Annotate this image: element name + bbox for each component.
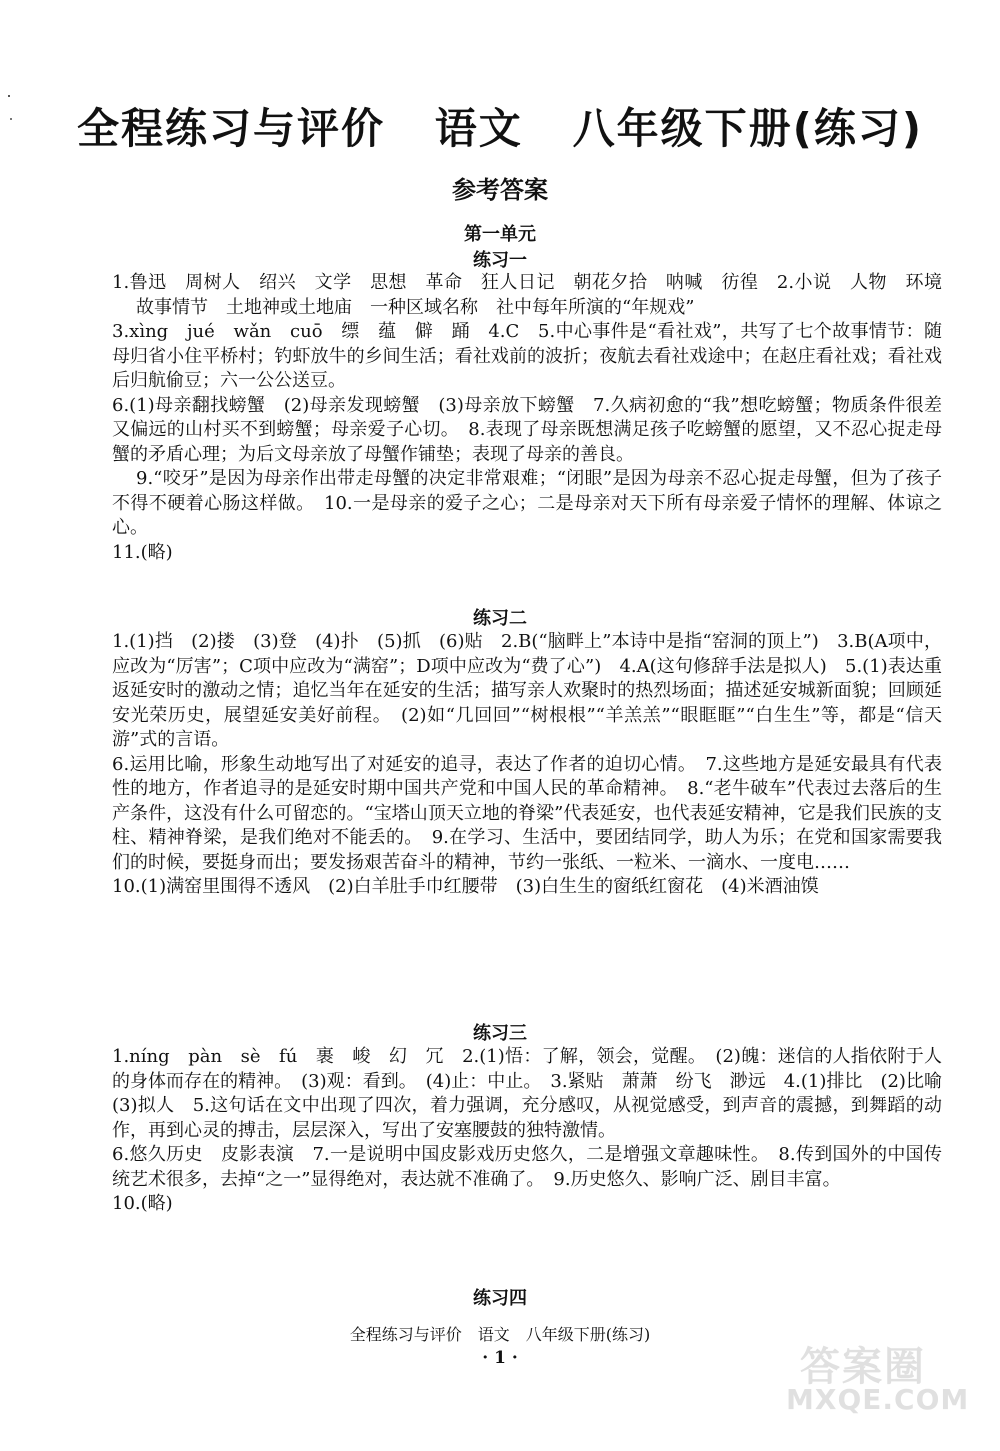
section-title: 练习一 [473, 250, 527, 271]
section-body [112, 630, 942, 900]
answer-paragraph: 9.“咬牙”是因为母亲作出带走母蟹的决定非常艰难；“闭眼”是因为母亲不忍心捉走母蟹，但为了孩子不得不硬着心肠这样做。 10.一是母亲的爱子之心；二是母亲对天下所有母亲爱子情怀的理解、体谅之心。 [112, 468, 942, 538]
answer-paragraph: 1.níng pàn sè fú 裹 峻 幻 冗 2.(1)悟：了解，领会，觉醒。 (2)魄：迷信的人指依附于人的身体而存在的精神。 (3)观：看到。 (4)止：中止。 3.紧贴 萧萧 纷飞 渺远 4.(1)排比 (2)比喻 (3)拟人 5.这句话在文中出现了四次，着力强调，充分感叹，从视觉感受，到声音的震撼，到舞蹈的动作，再到心灵的搏击，层层深入，写出了安塞腰鼓的独特激情。 [112, 1046, 960, 1141]
answer-paragraph: 6.运用比喻，形象生动地写出了对延安的追寻，表达了作者的迫切心情。 7.这些地方是延安最具有代表性的地方，作者追寻的是延安时期中国共产党和中国人民的革命精神。 8.“老牛破车”代表过去落后的生产条件，这没有什么可留恋的。“宝塔山顶天立地的脊梁”代表延安，也代表延安精神，它是我们民族的支柱、精神脊梁，是我们绝对不能丢的。 9.在学习、生活中，要团结同学，助人为乐；在党和国家需要我们的时候，要挺身而出；要发扬艰苦奋斗的精神，节约一张纸、一粒米、一滴水、一度电…… [112, 753, 942, 873]
answer-paragraph: 6.悠久历史 皮影表演 7.一是说明中国皮影戏历史悠久，二是增强文章趣味性。 8.传到国外的中国传统艺术很多，去掉“之一”显得绝对，表达就不准确了。 9.历史悠久、影响广泛、剧目丰富。 [112, 1144, 942, 1190]
answer-paragraph: 3.xìng jué wǎn cuō 缥 蕴 僻 踊 4.C 5.中心事件是“看社戏”，共写了七个故事情节：随母归省小住平桥村；钓虾放牛的乡间生活；看社戏前的波折；夜航去看社戏途中；在赵庄看社戏；看社戏后归航偷豆；六一公公送豆。 [112, 321, 942, 391]
watermark-logo [770, 1335, 970, 1425]
watermark-text: 答案圈 [800, 1344, 926, 1390]
section-title: 练习二 [473, 608, 527, 629]
answer-paragraph: 6.(1)母亲翻找螃蟹 (2)母亲发现螃蟹 (3)母亲放下螃蟹 7.久病初愈的“我”想吃螃蟹；物质条件很差又偏远的山村买不到螃蟹；母亲爱子心切。 8.表现了母亲既想满足孩子吃螃蟹的愿望，又不忍心捉走母蟹的矛盾心理；为后文母亲放了母蟹作铺垫；表现了母亲的善良。 [112, 394, 942, 465]
page-subtitle: 参考答案 [452, 176, 548, 204]
answer-paragraph: 1.(1)挡 (2)搂 (3)登 (4)扑 (5)抓 (6)贴 2.B(“脑畔上”本诗中是指“窑洞的顶上”) 3.B(A项中，应改为“厉害”；C项中应改为“满窑”；D项中应改为“费了心”) 4.A(这句修辞手法是拟人) 5.(1)表达重返延安时的激动之情；追忆当年在延安的生活；描写亲人欢聚时的热烈场面；描述延安城新面貌；回顾延安光荣历史，展望延安美好前程。 (2)如“几回回”“树根根”“羊羔羔”“眼眶眶”“白生生”等，都是“信天游”式的言语。 [112, 631, 942, 750]
footer-text: 全程练习与评价 语文 八年级下册(练习) [349, 1325, 651, 1344]
section-title: 练习四 [473, 1288, 527, 1309]
page-title: 全程练习与评价 语文 八年级下册(练习) [76, 104, 924, 153]
unit-title: 第一单元 [464, 224, 536, 245]
answer-paragraph: 10.(1)满窑里围得不透风 (2)白羊肚手巾红腰带 (3)白生生的窗纸红窗花 (4)米酒油馍 [112, 876, 819, 897]
answer-paragraph: 11.(略) [112, 541, 173, 563]
section-body [112, 271, 960, 565]
page-number: · 1 · [482, 1348, 518, 1368]
section-title: 练习三 [473, 1023, 527, 1044]
watermark-url: MXQE.COM [786, 1383, 970, 1416]
section-body [112, 1045, 960, 1217]
answer-paragraph: 10.(略) [112, 1193, 173, 1214]
answer-paragraph: 1.鲁迅 周树人 绍兴 文学 思想 革命 狂人日记 朝花夕拾 呐喊 彷徨 2.小说 人物 环境 故事情节 土地神或土地庙 一种区域名称 社中每年所演的“年规戏” [112, 272, 960, 318]
